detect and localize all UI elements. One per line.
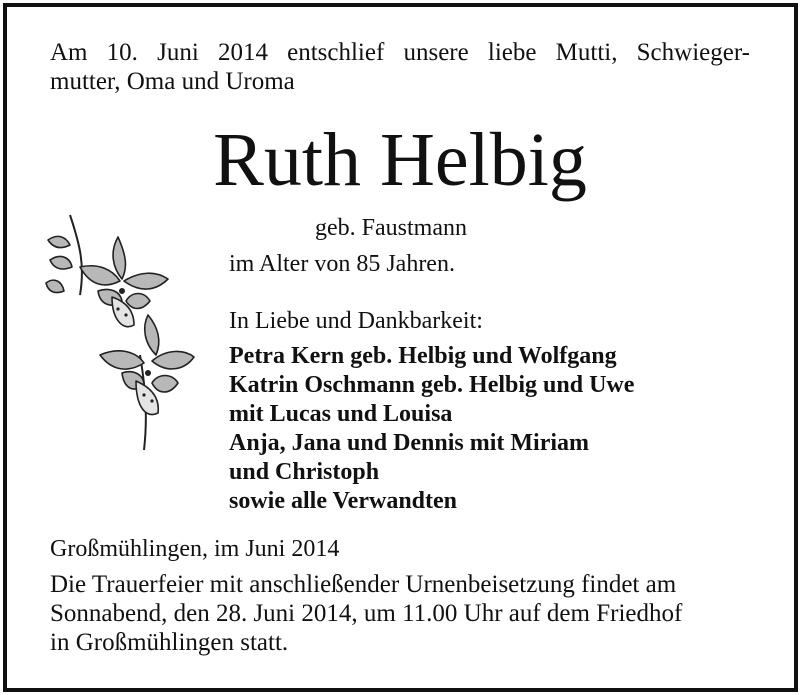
maiden-name: geb. Faustmann — [315, 215, 467, 241]
mourner-line: Petra Kern geb. Helbig und Wolfgang — [229, 343, 617, 369]
mourner-line: Anja, Jana und Dennis mit Miriam — [229, 430, 590, 456]
mourner-line: und Christoph — [229, 459, 380, 485]
mourner-line: Katrin Oschmann geb. Helbig und Uwe — [229, 372, 635, 398]
deceased-name-text: Ruth Helbig — [213, 118, 587, 202]
funeral-line: in Großmühlingen statt. — [50, 629, 289, 656]
mourners-list — [229, 342, 634, 516]
mourner-line: mit Lucas und Louisa — [229, 401, 453, 427]
place-date: Großmühlingen, im Juni 2014 — [50, 536, 340, 562]
deceased-name — [0, 120, 800, 200]
age-line: im Alter von 85 Jahren. — [229, 251, 455, 277]
funeral-info — [50, 570, 750, 657]
orchid-illustration — [40, 205, 200, 455]
mourner-line: sowie alle Verwandten — [229, 488, 457, 514]
intro-text — [50, 38, 750, 96]
intro-line-2: mutter, Oma und Uroma — [50, 68, 295, 95]
funeral-line: Die Trauerfeier mit anschließender Urnenbeisetzung findet am — [50, 571, 677, 598]
intro-line-1: Am 10. Juni 2014 entschlief unsere liebe Mutti, Schwieger- — [50, 39, 750, 66]
funeral-line: Sonnabend, den 28. Juni 2014, um 11.00 Uhr auf dem Friedhof — [50, 600, 683, 627]
thanks-line: In Liebe und Dankbarkeit: — [229, 308, 483, 334]
